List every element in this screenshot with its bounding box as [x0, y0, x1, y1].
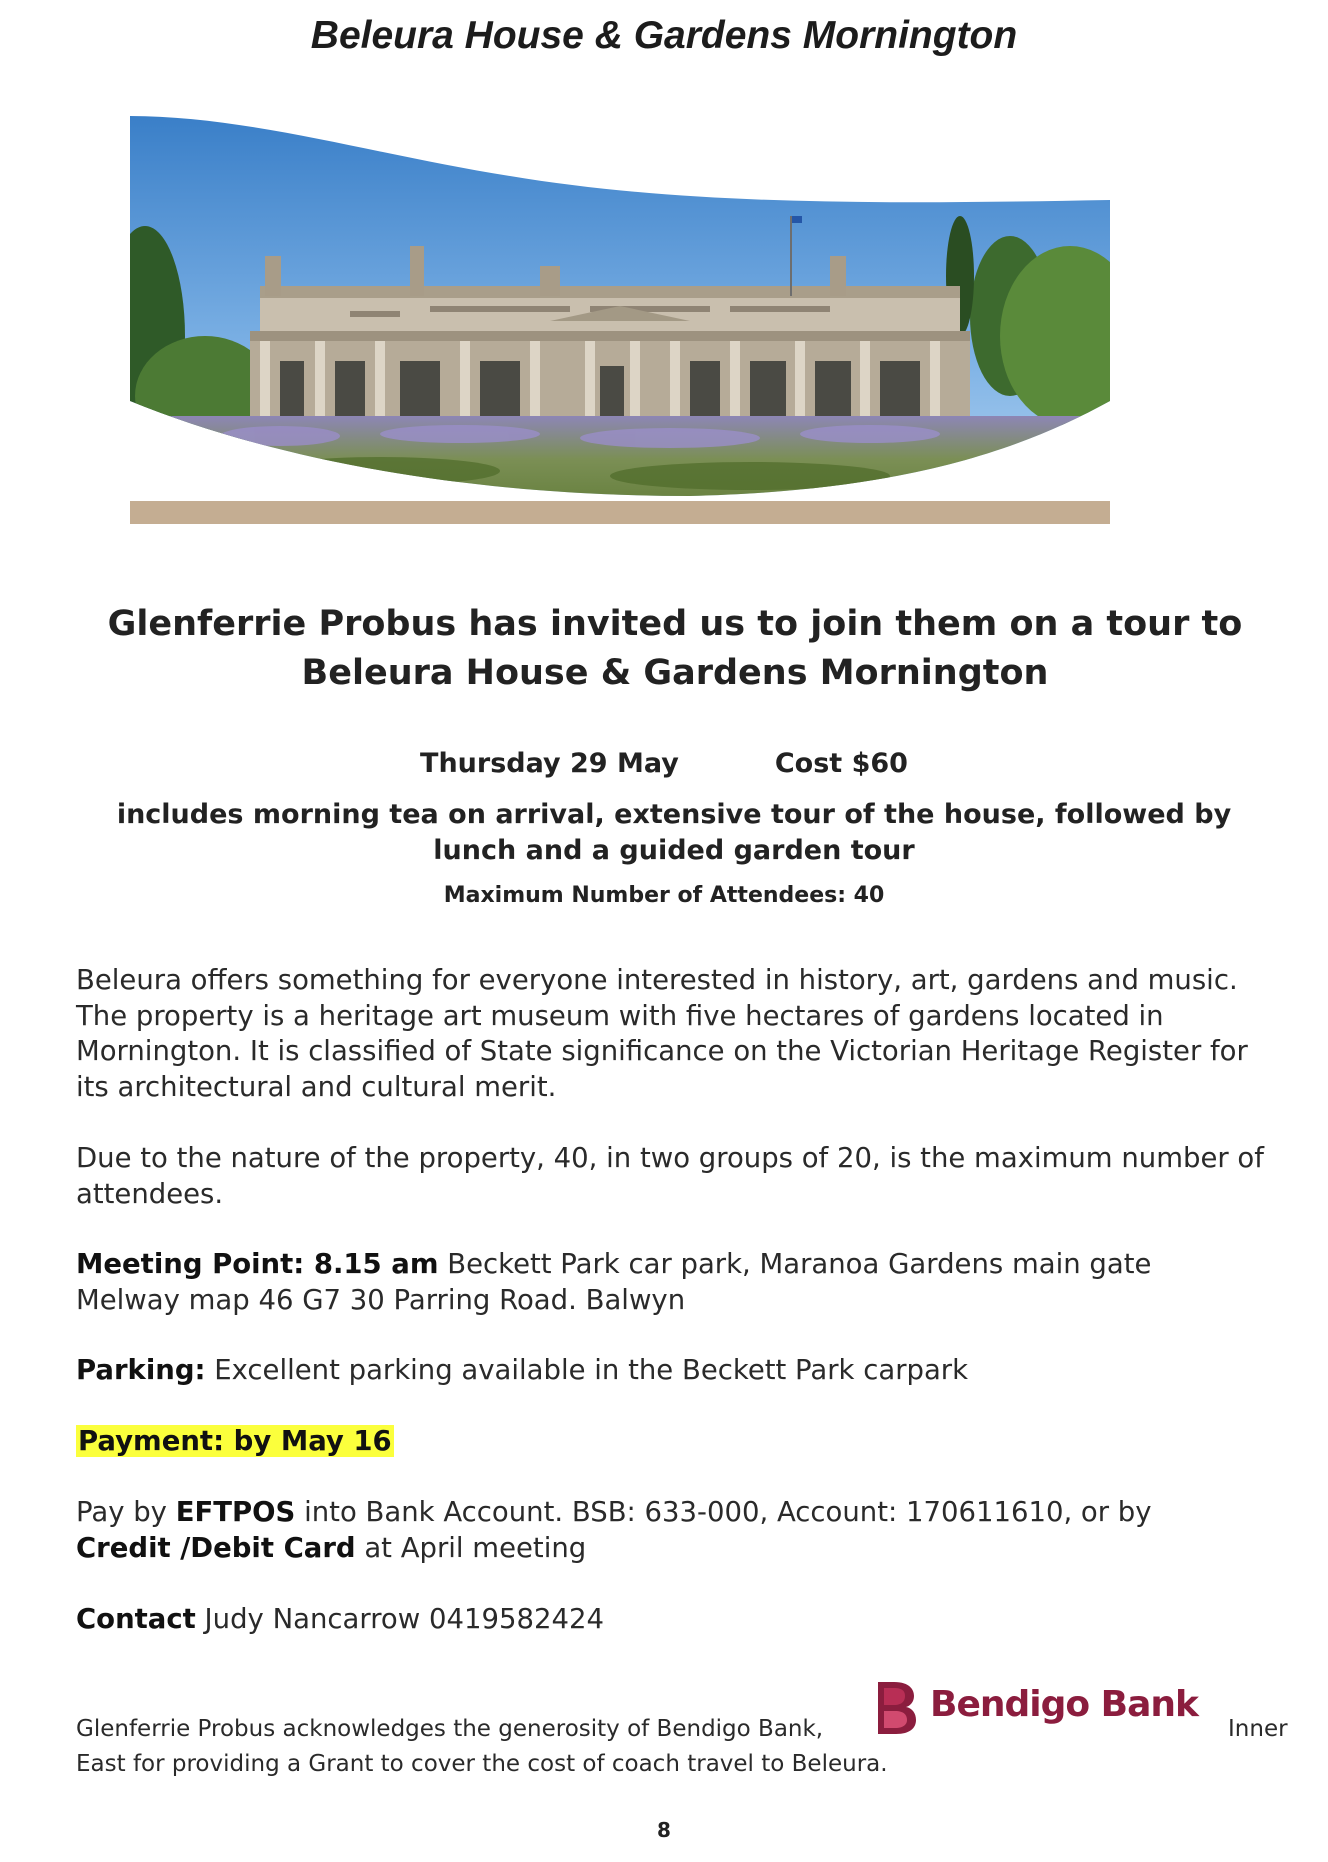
- parking-info: [76, 1353, 1286, 1389]
- parking-text: Excellent parking available in the Beckett Park carpark: [205, 1354, 969, 1386]
- page-number: 8: [657, 1818, 671, 1842]
- attendees-paragraph: Due to the nature of the property, 40, in two groups of 20, is the maximum number of attendees.: [76, 1142, 1264, 1210]
- payment-highlight: Payment: by May 16: [78, 1425, 392, 1457]
- acknowledgement-line2: East for providing a Grant to cover the cost of coach travel to Beleura.: [76, 1751, 888, 1777]
- contact-text: Judy Nancarrow 0419582424: [195, 1603, 604, 1635]
- card-label: Credit /Debit Card: [76, 1531, 356, 1564]
- bank-name: Bendigo Bank: [930, 1684, 1198, 1725]
- meeting-point-label: Meeting Point: 8.15 am: [76, 1248, 439, 1280]
- event-cost: Cost $60: [774, 748, 908, 779]
- contact-info: [76, 1602, 1286, 1638]
- payment-method: [76, 1495, 1286, 1566]
- meeting-map-address: Melway map 46 G7 30 Parring Road. Balwyn: [76, 1283, 686, 1316]
- acknowledgement-inner: Inner: [1228, 1716, 1288, 1742]
- meeting-point-text: Beckett Park car park, Maranoa Gardens main gate: [438, 1248, 1152, 1280]
- card-text: at April meeting: [355, 1531, 587, 1564]
- bendigo-bank-logo: [874, 1680, 1204, 1736]
- event-includes: includes morning tea on arrival, extensive tour of the house, followed by lunch and a guided garden tour: [116, 799, 1232, 866]
- max-attendees: Maximum Number of Attendees: 40: [443, 883, 885, 908]
- event-date: Thursday 29 May: [420, 748, 679, 779]
- beleura-house-photo: [130, 116, 1110, 524]
- page-title: Beleura House & Gardens Mornington: [310, 14, 1018, 57]
- payment-deadline: [76, 1424, 1286, 1460]
- meeting-point: [76, 1247, 1286, 1318]
- event-heading: Glenferrie Probus has invited us to join them on a tour to Beleura House & Gardens Mornington: [107, 604, 1243, 693]
- parking-label: Parking:: [76, 1354, 206, 1386]
- acknowledgement-line1: Glenferrie Probus acknowledges the generosity of Bendigo Bank,: [76, 1716, 824, 1742]
- description-paragraph: Beleura offers something for everyone interested in history, art, gardens and music. The property is a heritage art museum with five hectares of gardens located in Mornington. It is classified of State significance on the Victorian Heritage Register for its architectural and cultural merit.: [76, 964, 1248, 1103]
- event-date-cost: [0, 748, 1328, 779]
- eftpos-label: EFTPOS: [175, 1496, 296, 1528]
- pay-pre: Pay by: [76, 1496, 176, 1528]
- contact-label: Contact: [76, 1603, 196, 1635]
- bank-account-text: into Bank Account. BSB: 633-000, Account: 170611610, or by: [295, 1496, 1152, 1528]
